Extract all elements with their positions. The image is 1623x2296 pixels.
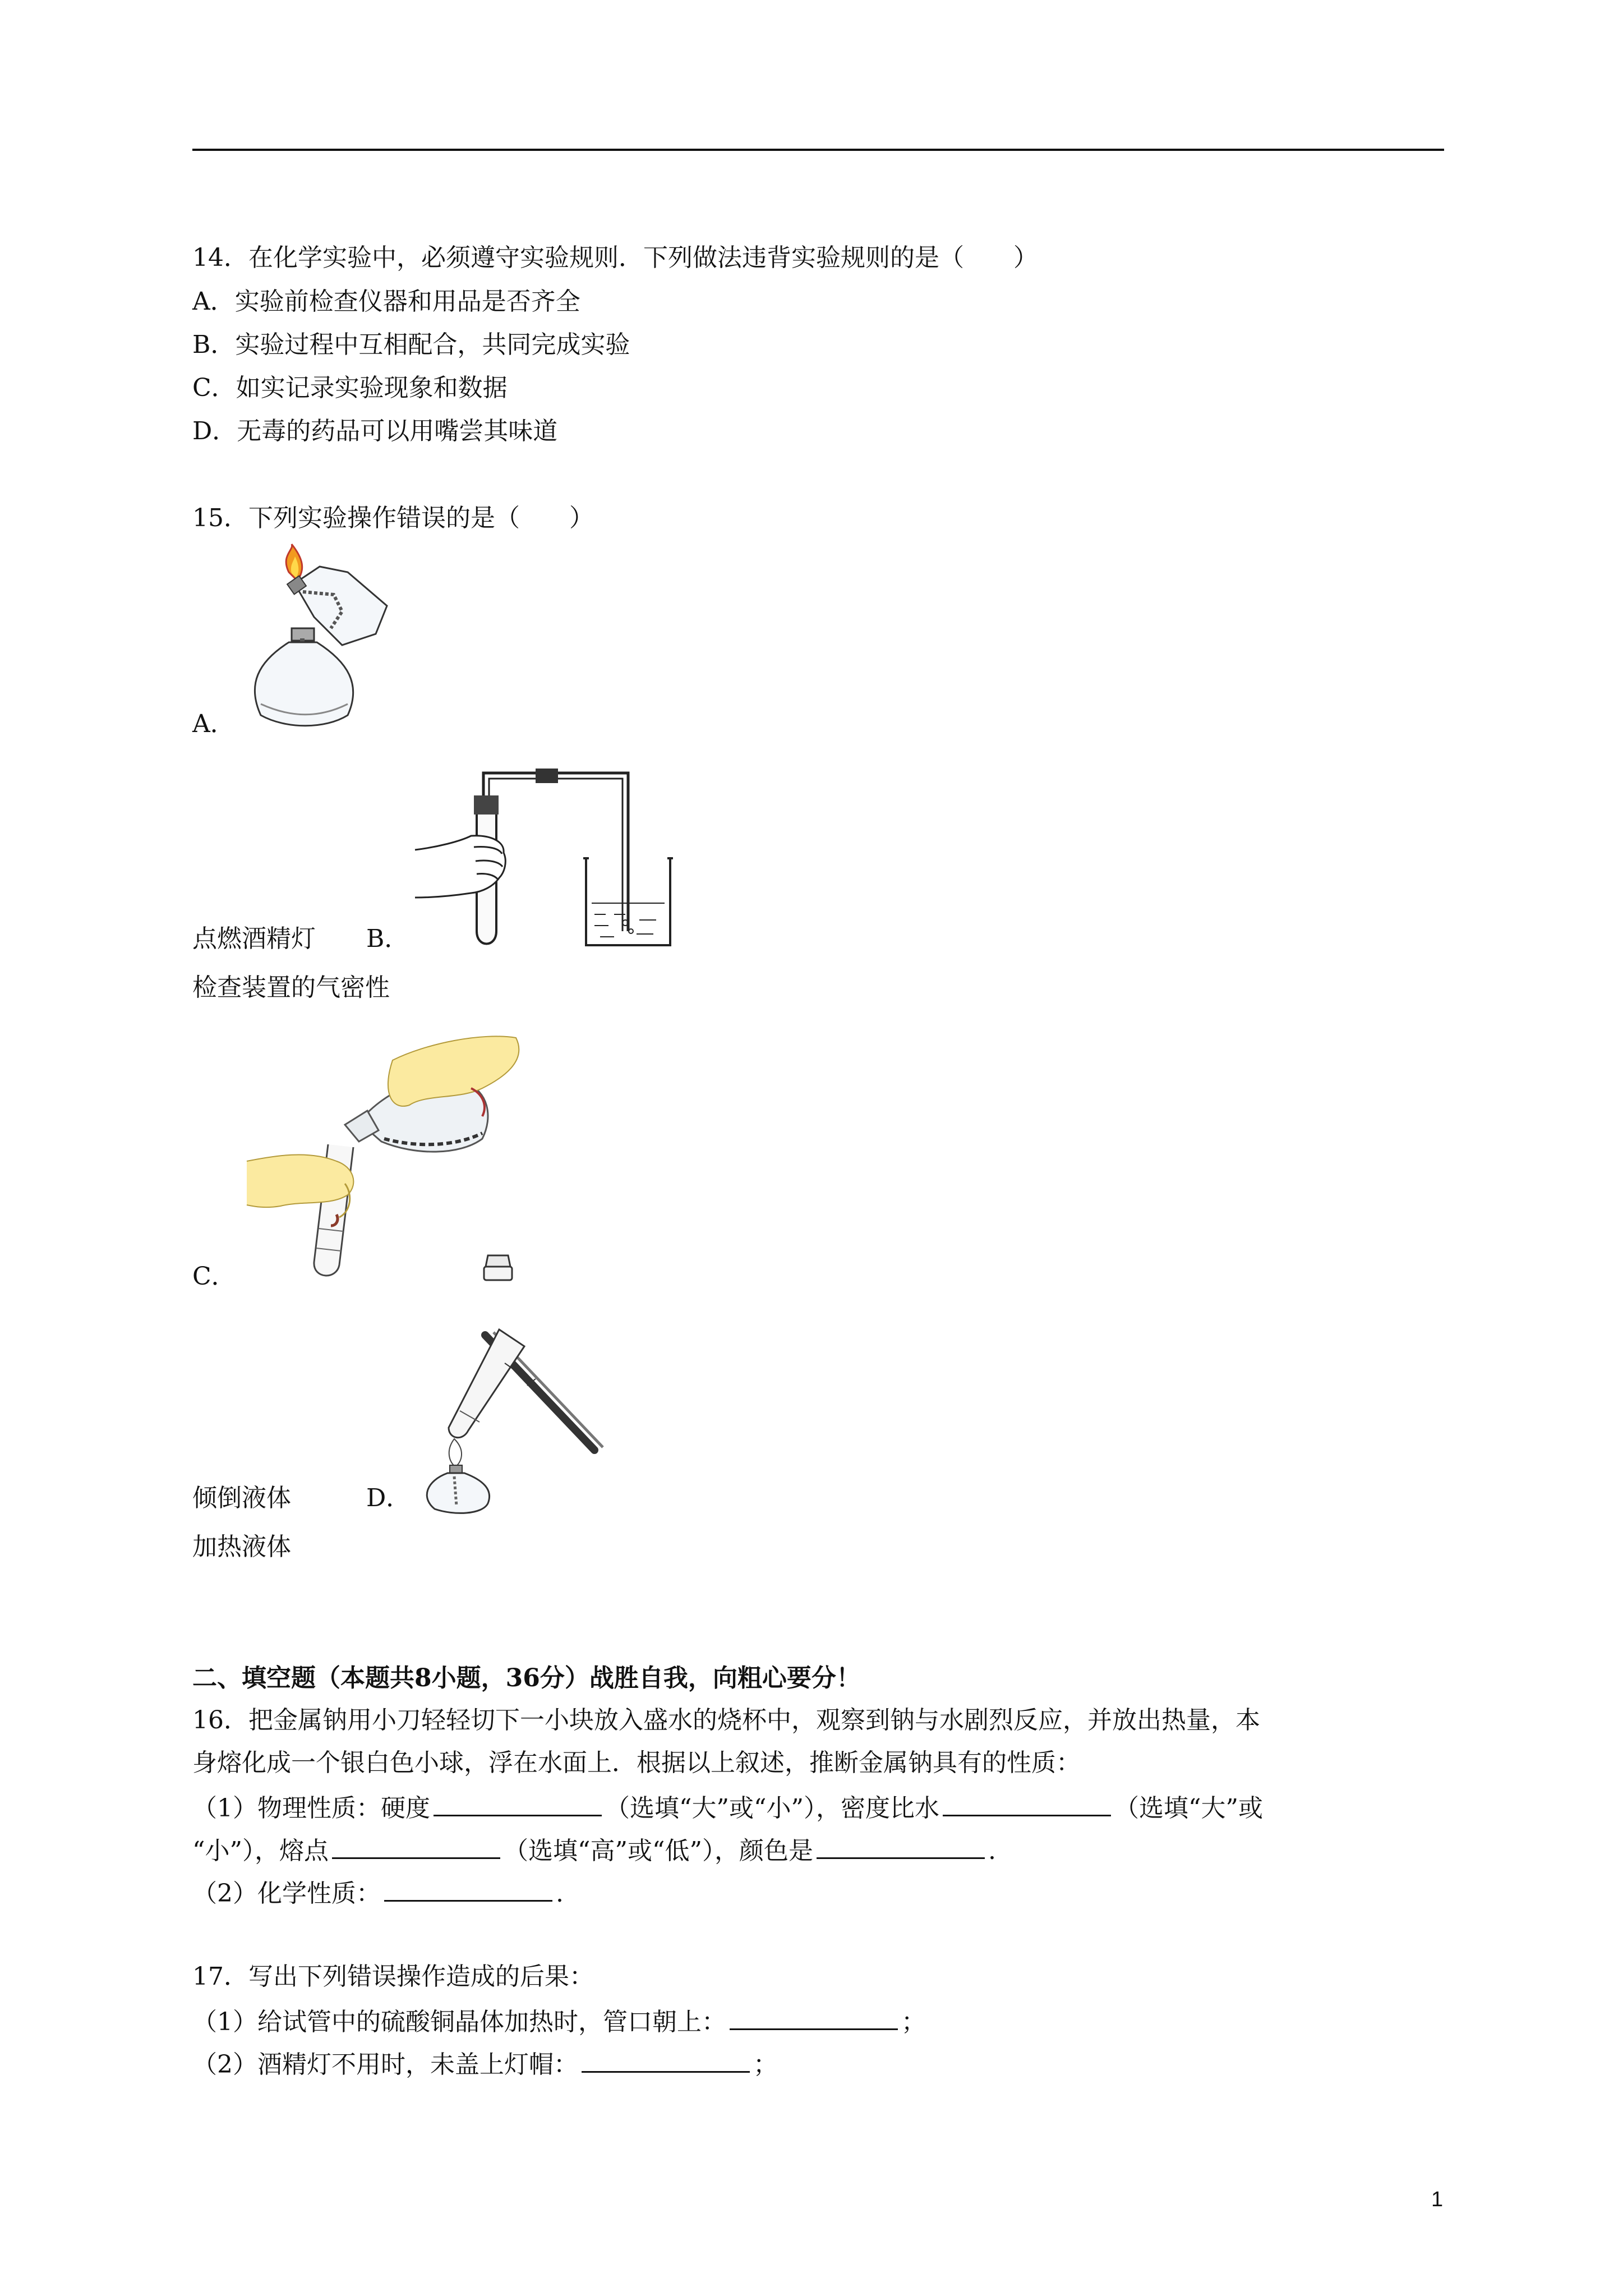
- figure-airtightness-check: [415, 763, 684, 954]
- q15-stem: 15．下列实验操作错误的是（ ）: [192, 504, 594, 532]
- q16-part1-line1: [192, 1790, 1263, 1824]
- figure-bottle-stopper: [481, 1250, 515, 1283]
- q17-item2-text: （2）酒精灯不用时，未盖上灯帽：: [192, 2050, 578, 2079]
- q17-item2: [192, 2046, 778, 2080]
- q16-part1-line2: [192, 1833, 996, 1866]
- hardness-blank[interactable]: [434, 1790, 602, 1816]
- figure-pouring-liquid: [247, 1027, 538, 1285]
- q16-period: .: [988, 1837, 996, 1865]
- q16-line1: 16．把金属钠用小刀轻轻切下一小块放入盛水的烧杯中，观察到钠与水剧烈反应，并放出热量，本: [192, 1706, 1260, 1734]
- q16-density-choice: （选填“大”或: [1114, 1794, 1263, 1823]
- q15-b-caption: 检查装置的气密性: [192, 973, 390, 1002]
- q15-a-letter: A．: [192, 710, 235, 738]
- q14-stem: 14．在化学实验中，必须遵守实验规则．下列做法违背实验规则的是（ ）: [192, 243, 1038, 272]
- q15-d-caption: 加热液体: [192, 1533, 291, 1561]
- chemical-property-blank[interactable]: [384, 1875, 552, 1902]
- q14-option-c: C．如实记录实验现象和数据: [192, 374, 508, 402]
- q17-item2-blank[interactable]: [582, 2046, 750, 2073]
- q14-option-d: D．无毒的药品可以用嘴尝其味道: [192, 417, 558, 445]
- q15-a-caption: 点燃酒精灯: [192, 924, 316, 953]
- q17-item2-end: ；: [753, 2050, 778, 2079]
- q17-item1-blank[interactable]: [730, 2004, 898, 2030]
- density-blank[interactable]: [943, 1790, 1111, 1816]
- figure-heating-liquid: [415, 1313, 606, 1515]
- q17-item1-text: （1）给试管中的硫酸铜晶体加热时，管口朝上：: [192, 2008, 726, 2036]
- q16-hardness-label: （1）物理性质：硬度: [192, 1794, 430, 1823]
- q15-a-caption-second-row-letter-d: D．: [366, 1484, 411, 1512]
- q16-melting-label: “小”），熔点: [192, 1837, 329, 1865]
- q15-c-letter: C．: [192, 1262, 236, 1291]
- q14-option-b: B．实验过程中互相配合，共同完成实验: [192, 330, 630, 359]
- q17-stem: 17．写出下列错误操作造成的后果：: [192, 1962, 594, 1991]
- figure-lighting-alcohol-lamp: [236, 550, 404, 735]
- q14-option-a: A．实验前检查仪器和用品是否齐全: [192, 287, 580, 316]
- q17-item1-end: ；: [901, 2008, 926, 2036]
- q15-b-letter: B．: [366, 924, 409, 953]
- section-title: 二、填空题（本题共8小题，36分）战胜自我，向粗心要分！: [192, 1664, 861, 1692]
- q16-part2-period: .: [556, 1879, 564, 1908]
- q16-chemical-label: （2）化学性质：: [192, 1879, 381, 1908]
- q15-c-caption: 倾倒液体: [192, 1484, 291, 1512]
- q16-color-label: （选填“高”或“低”），颜色是: [504, 1837, 813, 1865]
- header-rule: [192, 149, 1444, 151]
- page-number: 1: [1431, 2188, 1444, 2211]
- q16-line2: 身熔化成一个银白色小球，浮在水面上．根据以上叙述，推断金属钠具有的性质：: [192, 1749, 1081, 1777]
- melting-point-blank[interactable]: [332, 1833, 500, 1859]
- q16-part2: [192, 1875, 564, 1909]
- q17-item1: [192, 2004, 926, 2037]
- color-blank[interactable]: [817, 1833, 985, 1859]
- q16-density-label: （选填“大”或“小”），密度比水: [605, 1794, 939, 1823]
